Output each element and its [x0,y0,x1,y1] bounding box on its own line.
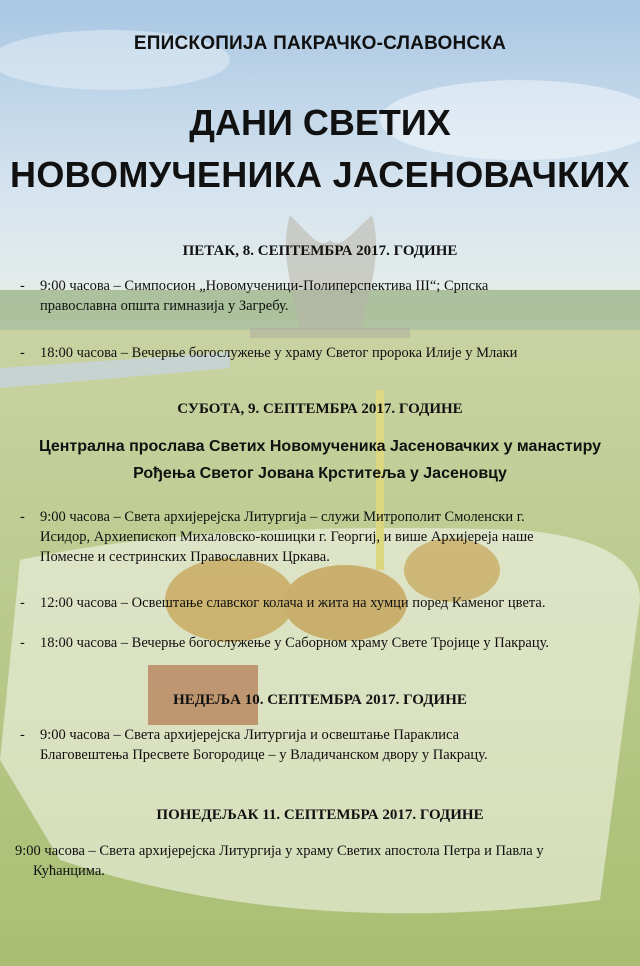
event-text: 9:00 часова – Света архијерејска Литургија у храму Светих апостола Петра и Павла у [15,843,544,859]
event-text: 9:00 часова – Света архијерејска Литургија и освештање Параклиса [40,727,460,743]
day-heading-sunday: НЕДЕЉА 10. СЕПТЕМБРА 2017. ГОДИНЕ [173,692,467,708]
bullet-dash: - [20,509,25,525]
event-text: 12:00 часова – Освештање славског колача и жита на хумци поред Каменог цвета. [40,595,546,611]
day-heading-friday: ПЕТАК, 8. СЕПТЕМБРА 2017. ГОДИНЕ [182,243,458,259]
event-text: Кућанцима. [33,863,105,879]
event-item [15,841,632,881]
day-heading-monday: ПОНЕДЕЉАК 11. СЕПТЕМБРА 2017. ГОДИНЕ [156,807,484,823]
bullet-dash: - [20,595,25,611]
bullet-dash: - [20,635,25,651]
main-celebration-line1: Централна прослава Светих Новомученика Јасеновачких у манастиру [38,438,602,455]
event-text: Исидор, Архиепископ Михаловско-кошицки г. Георгиј, и више Архијереја наше [40,529,534,545]
event-text: 9:00 часова – Симпосион „Новомученици-Полиперспектива III“; Српска [40,278,489,294]
page-title-line2: НОВОМУЧЕНИКА ЈАСЕНОВАЧКИХ [10,154,630,195]
event-text: 9:00 часова – Света архијерејска Литургија – служи Митрополит Смоленски г. [40,509,525,525]
page-title-line1: ДАНИ СВЕТИХ [189,102,451,143]
event-text: Помесне и сестринских Православних Цркава. [40,549,330,565]
bullet-dash: - [20,345,25,361]
bullet-dash: - [20,727,25,743]
main-celebration-line2: Рођења Светог Јована Крститеља у Јасеновцу [133,465,507,482]
bullet-dash: - [20,278,25,294]
diocese-header: ЕПИСКОПИЈА ПАКРАЧКО-СЛАВОНСКА [133,33,507,54]
day-heading-saturday: СУБОТА, 9. СЕПТЕМБРА 2017. ГОДИНЕ [177,401,463,417]
event-text: Благовештења Пресвете Богородице – у Владичанском двору у Пакрацу. [40,747,488,763]
event-text: 18:00 часова – Вечерње богослужење у храму Светог пророка Илије у Млаки [40,345,518,361]
event-text: православна општа гимназија у Загребу. [40,298,289,314]
event-text: 18:00 часова – Вечерње богослужење у Саборном храму Свете Тројице у Пакрацу. [40,635,550,651]
